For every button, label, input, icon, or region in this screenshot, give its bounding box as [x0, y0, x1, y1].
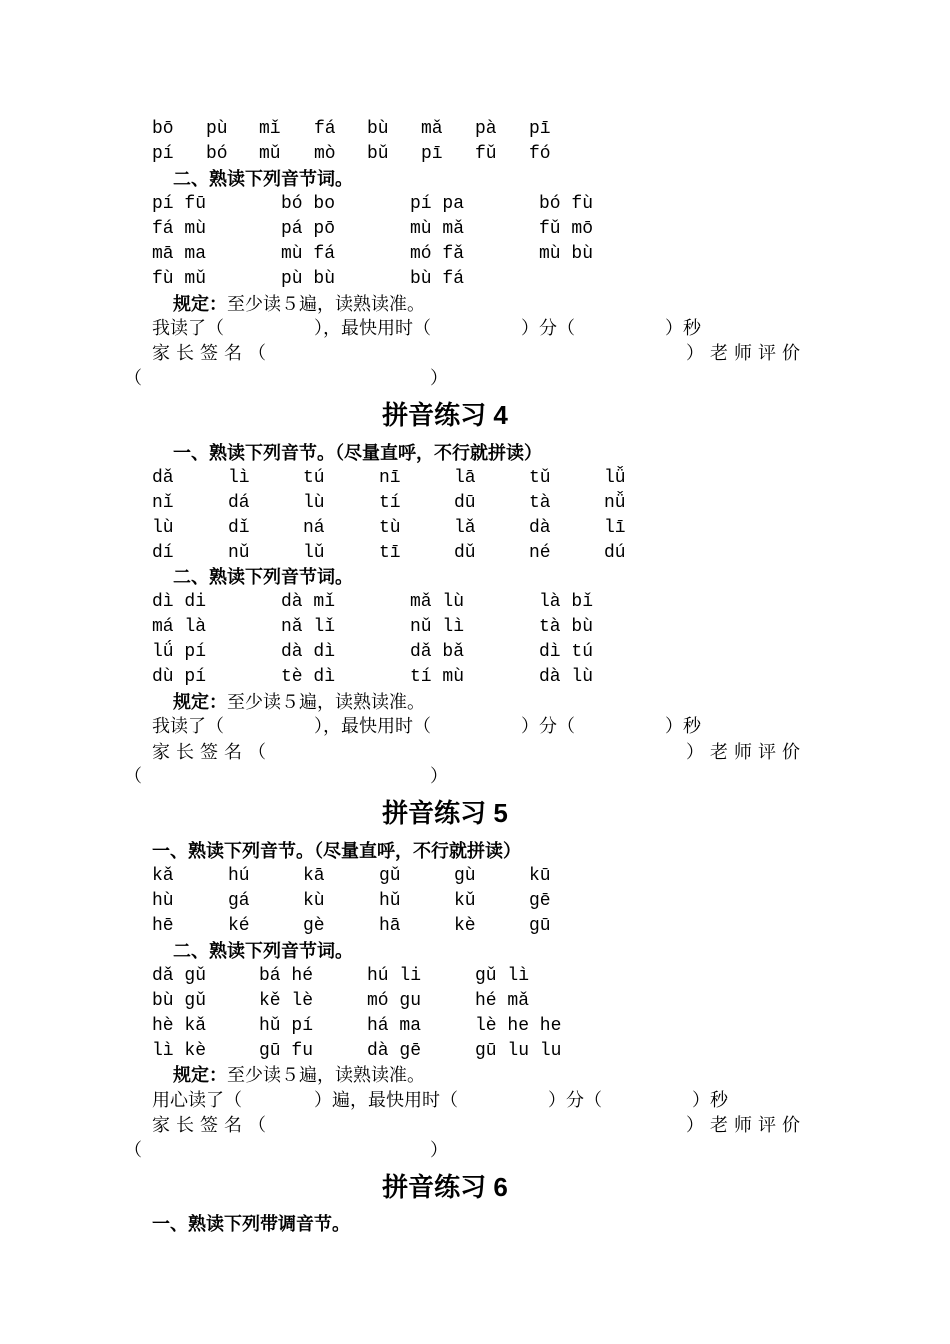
word: pù bù	[281, 269, 336, 289]
rule-line	[173, 1063, 425, 1088]
syllable: gū	[529, 916, 551, 936]
syllable: dǎ	[152, 468, 174, 488]
word: gǔ lì	[475, 966, 530, 986]
word: dà dì	[281, 642, 336, 662]
section-heading: 一、熟读下列音节。（尽量直呼，不行就拼读）	[173, 443, 542, 464]
section-heading: 二、熟读下列音节词。	[173, 567, 353, 588]
word: dà mǐ	[281, 592, 336, 612]
syllable: nī	[379, 468, 401, 488]
syllable: lù	[152, 518, 174, 538]
word: hé mǎ	[475, 991, 530, 1011]
evaluation-blank: （ ）	[124, 766, 448, 787]
syllable: kū	[529, 866, 551, 886]
word: dǎ bǎ	[410, 642, 465, 662]
syllable: ná	[303, 518, 325, 538]
teacher-evaluation-label: ）老师评价	[686, 742, 806, 763]
syllable: hā	[379, 916, 401, 936]
read-record-line: 我读了（ ），最快用时（ ）分（ ）秒	[152, 716, 701, 737]
syllable: dǐ	[228, 518, 250, 538]
syllable: dí	[152, 543, 174, 563]
word-row	[0, 964, 950, 989]
word-row	[0, 1014, 950, 1039]
word: há ma	[367, 1016, 422, 1036]
syllable: kā	[303, 866, 325, 886]
word: hú li	[367, 966, 422, 986]
section-heading: 一、熟读下列音节。（尽量直呼，不行就拼读）	[152, 841, 521, 862]
word-row	[0, 242, 950, 267]
word: dì di	[152, 592, 207, 612]
syllable: mǔ	[259, 144, 281, 164]
word: kě lè	[259, 991, 314, 1011]
word-row	[0, 192, 950, 217]
word: dǎ gǔ	[152, 966, 207, 986]
word-row	[0, 1039, 950, 1064]
syllable: lǚ	[604, 468, 626, 488]
syllable: kǔ	[454, 891, 476, 911]
syllable: dá	[228, 493, 250, 513]
word-row	[0, 665, 950, 690]
word: lǘ pí	[152, 642, 207, 662]
syllable: tú	[303, 468, 325, 488]
parent-signature-label: 家长签名（	[152, 343, 272, 364]
word: dì tú	[539, 642, 594, 662]
rule-text: 至少读５遍，读熟读准。	[227, 294, 425, 315]
word: tí mù	[410, 667, 465, 687]
rule-text: 至少读５遍，读熟读准。	[227, 692, 425, 713]
syllable: tǔ	[529, 468, 551, 488]
word: hè kǎ	[152, 1016, 207, 1036]
section-title: 拼音练习 4	[382, 400, 508, 430]
word-row	[0, 989, 950, 1014]
word: fá mù	[152, 219, 207, 239]
syllable: tī	[379, 543, 401, 563]
word: lè he he	[475, 1016, 562, 1036]
syllable: fó	[529, 144, 551, 164]
syllable-row	[0, 142, 950, 167]
syllable: gù	[454, 866, 476, 886]
syllable: hù	[152, 891, 174, 911]
word: tè dì	[281, 667, 336, 687]
syllable: lā	[454, 468, 476, 488]
syllable: lǎ	[454, 518, 476, 538]
teacher-evaluation-label: ）老师评价	[686, 343, 806, 364]
word: gū fu	[259, 1041, 314, 1061]
read-record-line: 我读了（ ），最快用时（ ）分（ ）秒	[152, 318, 701, 339]
section-heading: 二、熟读下列音节词。	[173, 169, 353, 190]
syllable: tù	[379, 518, 401, 538]
section-heading: 一、熟读下列带调音节。	[152, 1214, 350, 1235]
rule-label: 规定：	[173, 294, 227, 315]
parent-signature-label: 家长签名（	[152, 742, 272, 763]
syllable: kè	[454, 916, 476, 936]
syllable: nǔ	[228, 543, 250, 563]
syllable: pī	[421, 144, 443, 164]
word: bó fù	[539, 194, 594, 214]
word: mù fá	[281, 244, 336, 264]
word: lì kè	[152, 1041, 207, 1061]
syllable: dú	[604, 543, 626, 563]
syllable: bǔ	[367, 144, 389, 164]
section-heading: 二、熟读下列音节词。	[173, 941, 353, 962]
syllable: bó	[206, 144, 228, 164]
syllable-row	[0, 541, 950, 566]
syllable: dū	[454, 493, 476, 513]
section-title: 拼音练习 5	[382, 798, 508, 828]
syllable: lì	[228, 468, 250, 488]
word: pí fū	[152, 194, 207, 214]
word: mǎ lù	[410, 592, 465, 612]
syllable: né	[529, 543, 551, 563]
word-row	[0, 590, 950, 615]
syllable: lī	[604, 518, 626, 538]
syllable: kǎ	[152, 866, 174, 886]
word: bó bo	[281, 194, 336, 214]
rule-text: 至少读５遍，读熟读准。	[227, 1065, 425, 1086]
evaluation-blank: （ ）	[124, 368, 448, 389]
syllable: gá	[228, 891, 250, 911]
syllable: nǐ	[152, 493, 174, 513]
parent-signature-label: 家长签名（	[152, 1115, 272, 1136]
syllable: lǔ	[303, 543, 325, 563]
syllable-row	[0, 889, 950, 914]
word: mó gu	[367, 991, 422, 1011]
word: pá pō	[281, 219, 336, 239]
syllable: hē	[152, 916, 174, 936]
word: mā ma	[152, 244, 207, 264]
word-row	[0, 640, 950, 665]
syllable: mǎ	[421, 119, 443, 139]
word: dà lù	[539, 667, 594, 687]
evaluation-blank: （ ）	[124, 1140, 448, 1161]
teacher-evaluation-label: ）老师评价	[686, 1115, 806, 1136]
syllable-row	[0, 864, 950, 889]
syllable: dà	[529, 518, 551, 538]
syllable: bō	[152, 119, 174, 139]
syllable: bù	[367, 119, 389, 139]
word: nǎ lǐ	[281, 617, 336, 637]
syllable-row	[0, 466, 950, 491]
syllable: ké	[228, 916, 250, 936]
syllable: tà	[529, 493, 551, 513]
syllable: gǔ	[379, 866, 401, 886]
rule-line	[173, 690, 425, 715]
syllable-row	[0, 117, 950, 142]
syllable: mò	[314, 144, 336, 164]
word-row	[0, 615, 950, 640]
word: má là	[152, 617, 207, 637]
word: mù mǎ	[410, 219, 465, 239]
word: gū lu lu	[475, 1041, 562, 1061]
syllable: hú	[228, 866, 250, 886]
rule-label: 规定：	[173, 692, 227, 713]
read-record-line: 用心读了（ ）遍，最快用时（ ）分（ ）秒	[152, 1090, 728, 1111]
word-row	[0, 217, 950, 242]
syllable: pù	[206, 119, 228, 139]
syllable: gē	[529, 891, 551, 911]
syllable: fá	[314, 119, 336, 139]
syllable: mǐ	[259, 119, 281, 139]
syllable: gè	[303, 916, 325, 936]
word: pí pa	[410, 194, 465, 214]
word: mù bù	[539, 244, 594, 264]
syllable-row	[0, 914, 950, 939]
syllable: fǔ	[475, 144, 497, 164]
word-row	[0, 267, 950, 292]
syllable: hǔ	[379, 891, 401, 911]
syllable-row	[0, 491, 950, 516]
section-title: 拼音练习 6	[382, 1172, 508, 1202]
word: dù pí	[152, 667, 207, 687]
word: nǔ lì	[410, 617, 465, 637]
word: hǔ pí	[259, 1016, 314, 1036]
rule-label: 规定：	[173, 1065, 227, 1086]
word: mó fǎ	[410, 244, 465, 264]
syllable: lù	[303, 493, 325, 513]
rule-line	[173, 292, 425, 317]
syllable: pà	[475, 119, 497, 139]
syllable: pí	[152, 144, 174, 164]
syllable-row	[0, 516, 950, 541]
syllable: dǔ	[454, 543, 476, 563]
word: fǔ mō	[539, 219, 594, 239]
syllable: nǚ	[604, 493, 626, 513]
word: bá hé	[259, 966, 314, 986]
word: bù fá	[410, 269, 465, 289]
syllable: tí	[379, 493, 401, 513]
syllable: pī	[529, 119, 551, 139]
word: dà gē	[367, 1041, 422, 1061]
word: bù gǔ	[152, 991, 207, 1011]
syllable: kù	[303, 891, 325, 911]
word: fù mǔ	[152, 269, 207, 289]
word: là bǐ	[539, 592, 594, 612]
word: tà bù	[539, 617, 594, 637]
